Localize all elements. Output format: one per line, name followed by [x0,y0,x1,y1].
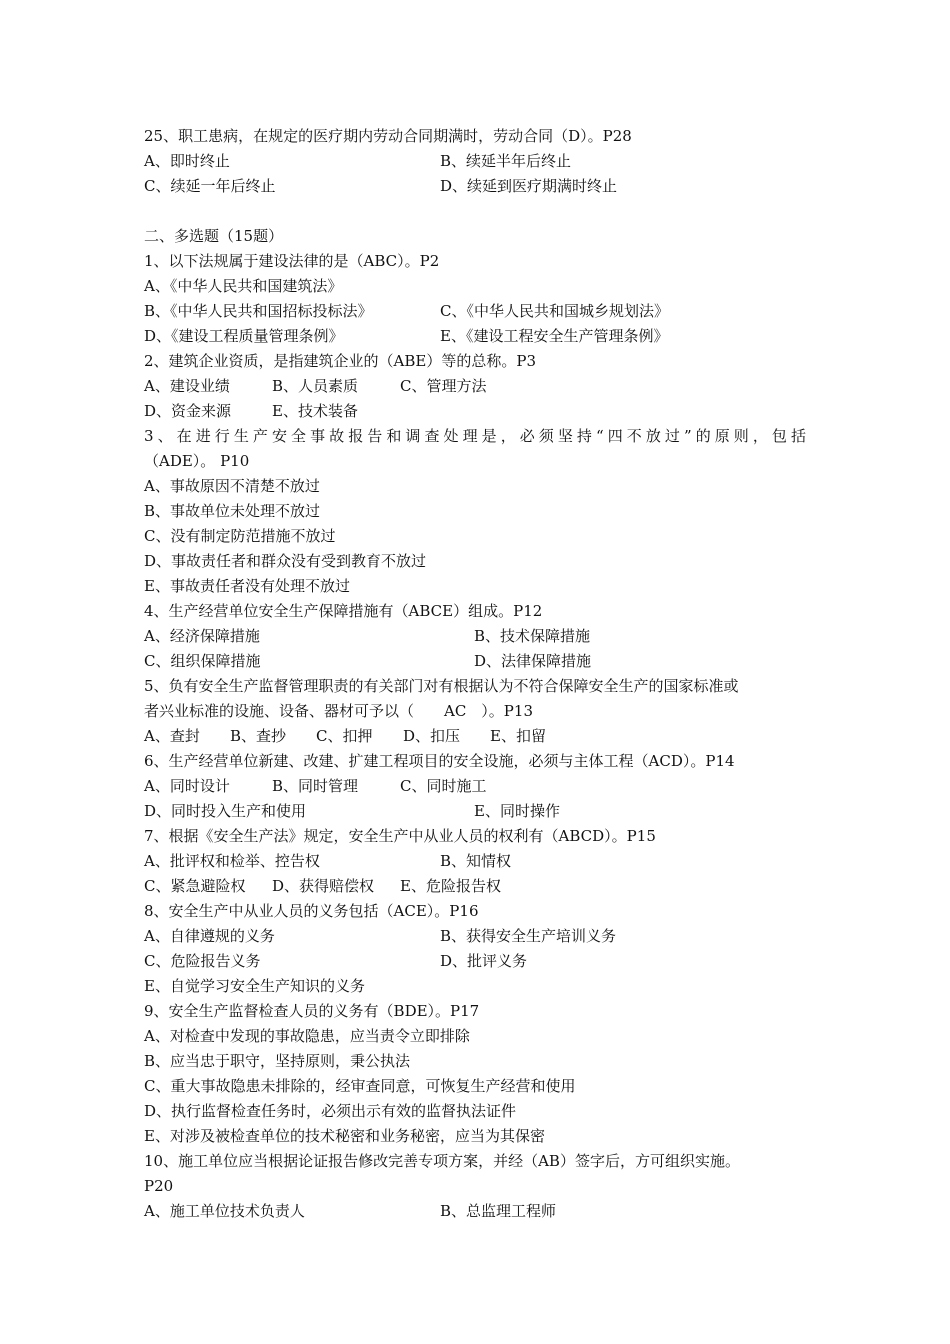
option-a: A、建设业绩 [144,377,230,395]
option-b: B、续延半年后终止 [440,152,572,170]
option-e: E、《建设工程安全生产管理条例》 [440,327,669,345]
option-e: E、扣留 [490,727,546,745]
option-a: A、经济保障措施 [144,627,260,645]
question-stem: 8、安全生产中从业人员的义务包括（ACE）。P16 [144,902,479,920]
option-c: C、同时施工 [400,777,487,795]
option-d: D、资金来源 [144,402,232,420]
option-e: E、同时操作 [474,802,560,820]
option-row [144,924,890,948]
option-row [144,624,890,648]
option-b: B、事故单位未处理不放过 [144,502,321,520]
question-stem: 10、施工单位应当根据论证报告修改完善专项方案，并经（AB）签字后，方可组织实施。 [144,1152,740,1170]
option-row [144,724,890,748]
option-d: D、事故责任者和群众没有受到教育不放过 [144,552,427,570]
option-c: C、《中华人民共和国城乡规划法》 [440,302,669,320]
option-d: D、获得赔偿权 [272,877,375,895]
option-row [144,149,890,173]
option-b: B、知情权 [440,852,512,870]
option-a: A、即时终止 [144,152,230,170]
option-c: C、没有制定防范措施不放过 [144,527,336,545]
option-row [144,399,890,423]
option-b: B、获得安全生产培训义务 [440,927,617,945]
option-c: C、组织保障措施 [144,652,261,670]
option-row [144,324,890,348]
question-stem: 7、根据《安全生产法》规定，安全生产中从业人员的权利有（ABCD）。P15 [144,827,656,845]
option-b: B、查抄 [230,727,287,745]
option-a: A、对检查中发现的事故隐患，应当责令立即排除 [144,1027,470,1045]
option-row [144,799,890,823]
question-stem: 2、建筑企业资质，是指建筑企业的（ABE）等的总称。P3 [144,352,536,370]
option-b: B、《中华人民共和国招标投标法》 [144,302,373,320]
question-stem: 3、在进行生产安全事故报告和调查处理是，必须坚持“四不放过”的原则，包括 [144,427,806,445]
question-stem: 6、生产经营单位新建、改建、扩建工程项目的安全设施，必须与主体工程（ACD）。P14 [144,752,735,770]
option-row [144,299,890,323]
option-d: D、同时投入生产和使用 [144,802,307,820]
option-d: D、续延到医疗期满时终止 [440,177,618,195]
question-stem: 25、职工患病，在规定的医疗期内劳动合同期满时，劳动合同（D）。P28 [144,127,632,145]
option-d: D、法律保障措施 [474,652,592,670]
question-stem: 9、安全生产监督检查人员的义务有（BDE）。P17 [144,1002,480,1020]
option-a: A、施工单位技术负责人 [144,1202,305,1220]
option-a: A、《中华人民共和国建筑法》 [144,277,343,295]
option-e: E、对涉及被检查单位的技术秘密和业务秘密，应当为其保密 [144,1127,545,1145]
option-c: C、扣押 [316,727,373,745]
option-d: D、扣压 [403,727,461,745]
question-stem: 1、以下法规属于建设法律的是（ABC）。P2 [144,252,440,270]
option-b: B、总监理工程师 [440,1202,557,1220]
option-b: B、人员素质 [272,377,359,395]
option-row [144,649,890,673]
option-row [144,874,890,898]
option-a: A、批评权和检举、控告权 [144,852,320,870]
question-stem: 5、负有安全生产监督管理职责的有关部门对有根据认为不符合保障安全生产的国家标准或 [144,677,739,695]
option-row [144,949,890,973]
option-b: B、技术保障措施 [474,627,591,645]
option-a: A、查封 [144,727,200,745]
option-c: C、危险报告义务 [144,952,261,970]
question-stem-cont: P20 [144,1177,174,1195]
option-e: E、自觉学习安全生产知识的义务 [144,977,365,995]
option-b: B、应当忠于职守，坚持原则，秉公执法 [144,1052,411,1070]
question-stem-cont: 者兴业标准的设施、设备、器材可予以（ AC ）。P13 [144,702,533,720]
option-a: A、自律遵规的义务 [144,927,275,945]
option-c: C、紧急避险权 [144,877,246,895]
option-row [144,174,890,198]
option-c: C、重大事故隐患未排除的，经审查同意，可恢复生产经营和使用 [144,1077,576,1095]
section-title: 二、多选题（15题） [144,227,284,245]
option-d: D、执行监督检查任务时，必须出示有效的监督执法证件 [144,1102,517,1120]
option-d: D、《建设工程质量管理条例》 [144,327,344,345]
option-row [144,849,890,873]
option-c: C、续延一年后终止 [144,177,276,195]
option-row [144,774,890,798]
option-a: A、事故原因不清楚不放过 [144,477,320,495]
option-row [144,1199,890,1223]
question-stem: 4、生产经营单位安全生产保障措施有（ABCE）组成。P12 [144,602,543,620]
option-e: E、事故责任者没有处理不放过 [144,577,350,595]
option-row [144,374,890,398]
option-c: C、管理方法 [400,377,487,395]
option-e: E、技术装备 [272,402,358,420]
question-stem-cont: （ADE）。 P10 [144,452,250,470]
option-e: E、危险报告权 [400,877,501,895]
option-a: A、同时设计 [144,777,230,795]
option-d: D、批评义务 [440,952,528,970]
option-b: B、同时管理 [272,777,359,795]
